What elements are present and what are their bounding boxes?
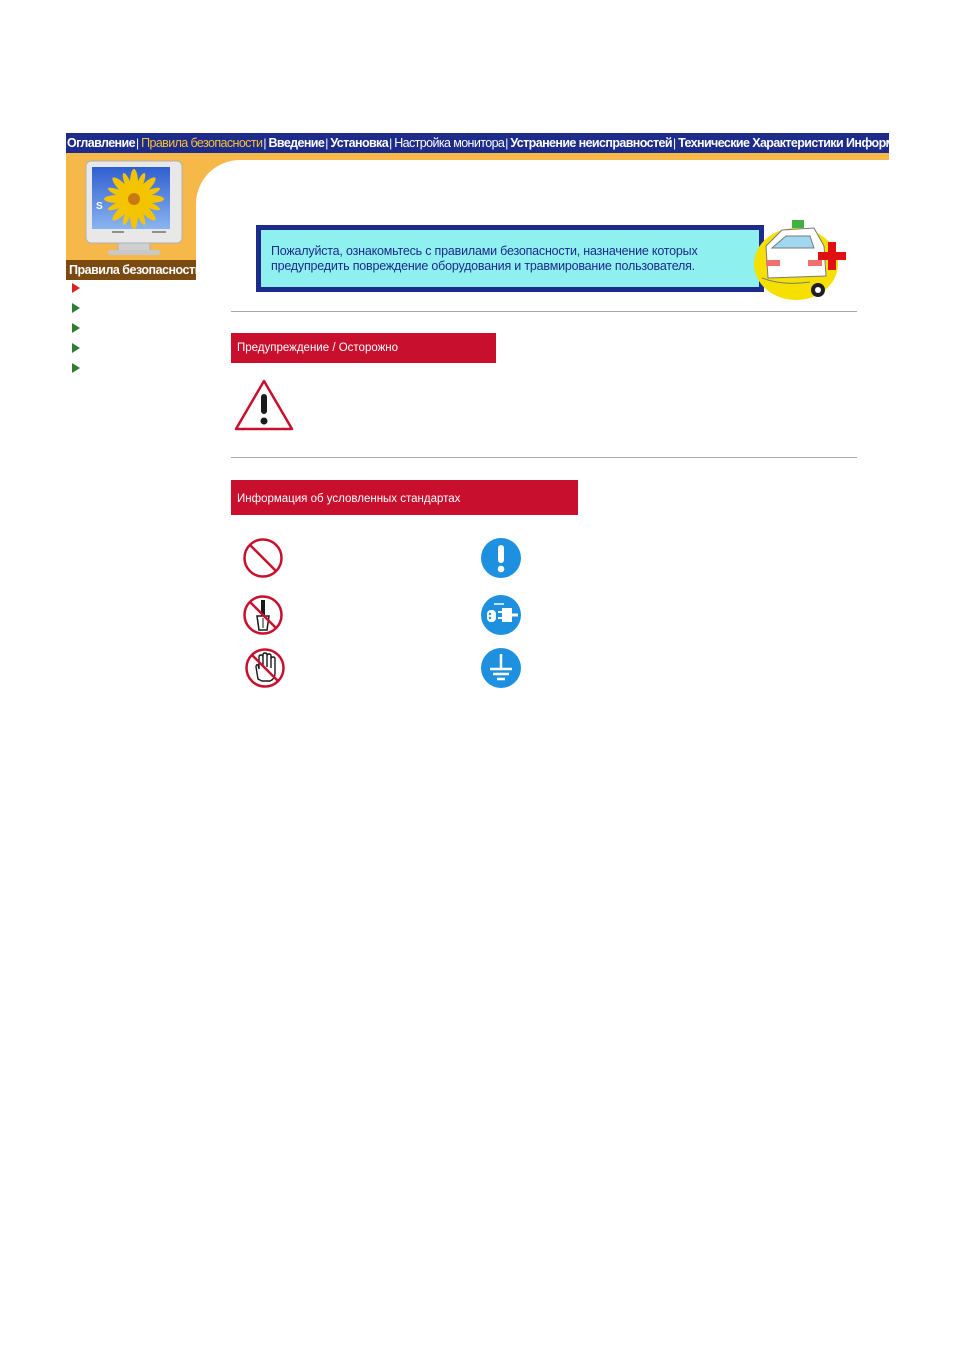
left-panel — [66, 153, 202, 280]
divider — [231, 457, 857, 458]
unplug-icon — [480, 594, 522, 636]
nav-separator: | — [505, 136, 509, 150]
intro-text: Пожалуйста, ознакомьтесь с правилами безопасности, назначение которых предупредить повреждение оборудования и травмирование пользователя. — [271, 244, 698, 273]
nav-separator: | — [263, 136, 267, 150]
standards-header: Информация об условленных стандартах — [231, 480, 578, 515]
side-nav-arrow-4[interactable] — [72, 343, 80, 353]
warning-triangle-icon — [233, 378, 295, 432]
nav-item-troubleshooting[interactable]: Устранение неисправностей — [510, 136, 672, 150]
intro-banner-inner — [261, 230, 759, 287]
do-not-disassemble-icon — [242, 594, 284, 636]
divider — [231, 311, 857, 312]
nav-item-information[interactable]: Информаци — [846, 136, 915, 150]
prohibited-icon — [242, 537, 284, 579]
ambulance-icon — [752, 218, 856, 302]
nav-item-contents[interactable]: Оглавление — [67, 136, 135, 150]
ground-icon — [480, 647, 522, 689]
intro-banner — [256, 225, 764, 292]
nav-item-monitor-settings[interactable]: Настройка монитора — [394, 136, 505, 150]
nav-separator: | — [389, 136, 393, 150]
important-icon — [480, 537, 522, 579]
nav-item-introduction[interactable]: Введение — [268, 136, 325, 150]
nav-separator: | — [135, 136, 140, 150]
warning-header: Предупреждение / Осторожно — [231, 333, 496, 363]
top-nav — [66, 133, 915, 153]
monitor-icon — [82, 161, 186, 257]
nav-item-setup[interactable]: Установка — [330, 136, 389, 150]
nav-item-safety[interactable]: Правила безопасности — [141, 136, 263, 150]
side-nav-arrow-2[interactable] — [72, 303, 80, 313]
do-not-touch-icon — [244, 647, 286, 689]
nav-separator: | — [325, 136, 329, 150]
side-nav-arrow-5[interactable] — [72, 363, 80, 373]
svg-text:S: S — [96, 201, 103, 212]
nav-item-specifications[interactable]: Технические Характеристики — [678, 136, 844, 150]
section-label: Правила безопасности — [66, 260, 196, 280]
side-nav — [72, 283, 80, 383]
side-nav-arrow-1[interactable] — [72, 283, 80, 293]
side-nav-arrow-3[interactable] — [72, 323, 80, 333]
nav-separator: | — [672, 136, 677, 150]
